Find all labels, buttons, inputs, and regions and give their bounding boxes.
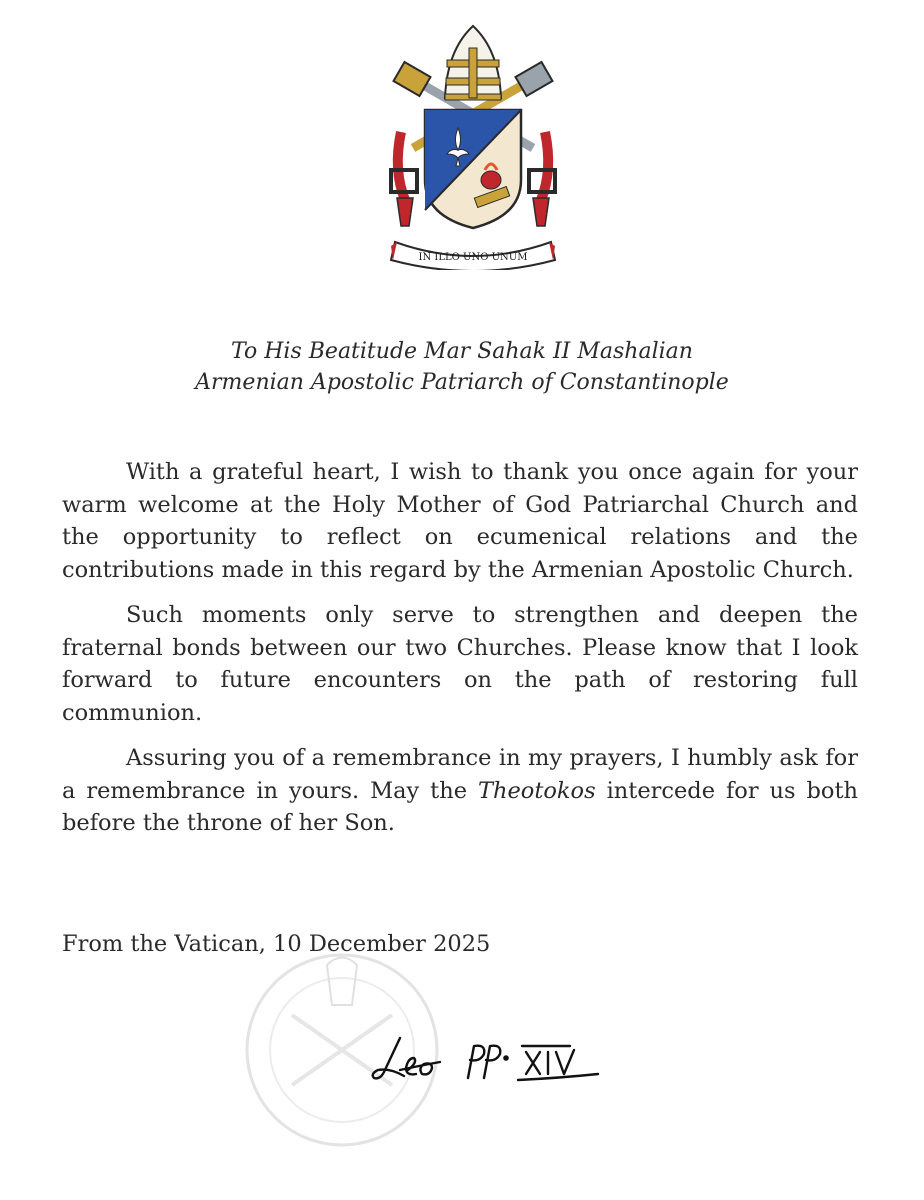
mitre-icon bbox=[445, 26, 501, 100]
motto-ribbon-icon bbox=[391, 242, 555, 270]
paragraph-3 bbox=[62, 742, 858, 840]
addressee-block bbox=[0, 336, 924, 398]
letter-body bbox=[62, 456, 858, 853]
signature-icon bbox=[360, 1010, 610, 1100]
paragraph-3-after: intercede for us both before the throne of her Son. bbox=[62, 777, 858, 836]
paragraph-2: Such moments only serve to strengthen and deepen the fraternal bonds between our two Churches. Please know that I look forward to future encounters on the path of restoring full communion. bbox=[62, 602, 858, 726]
addressee-line-1: To His Beatitude Mar Sahak II Mashalian bbox=[231, 339, 693, 364]
paragraph-1: With a grateful heart, I wish to thank you once again for your warm welcome at the Holy Mother of God Patriarchal Church and the opportunity to reflect on ecumenical relations and the contributions made in this regard by the Armenian Apostolic Church. bbox=[62, 459, 858, 583]
papal-coat-of-arms-icon bbox=[383, 20, 563, 270]
paragraph-3-before: Assuring you of a remembrance in my prayers, I humbly ask for a remembrance in yours. May the bbox=[62, 745, 858, 804]
shield-icon bbox=[425, 110, 521, 228]
addressee-line-2: Armenian Apostolic Patriarch of Constantinople bbox=[195, 370, 729, 395]
dateline: From the Vatican, 10 December 2025 bbox=[62, 931, 491, 957]
theotokos-emphasis: Theotokos bbox=[477, 777, 596, 804]
crest-motto: IN ILLO UNO UNUM bbox=[418, 252, 528, 263]
